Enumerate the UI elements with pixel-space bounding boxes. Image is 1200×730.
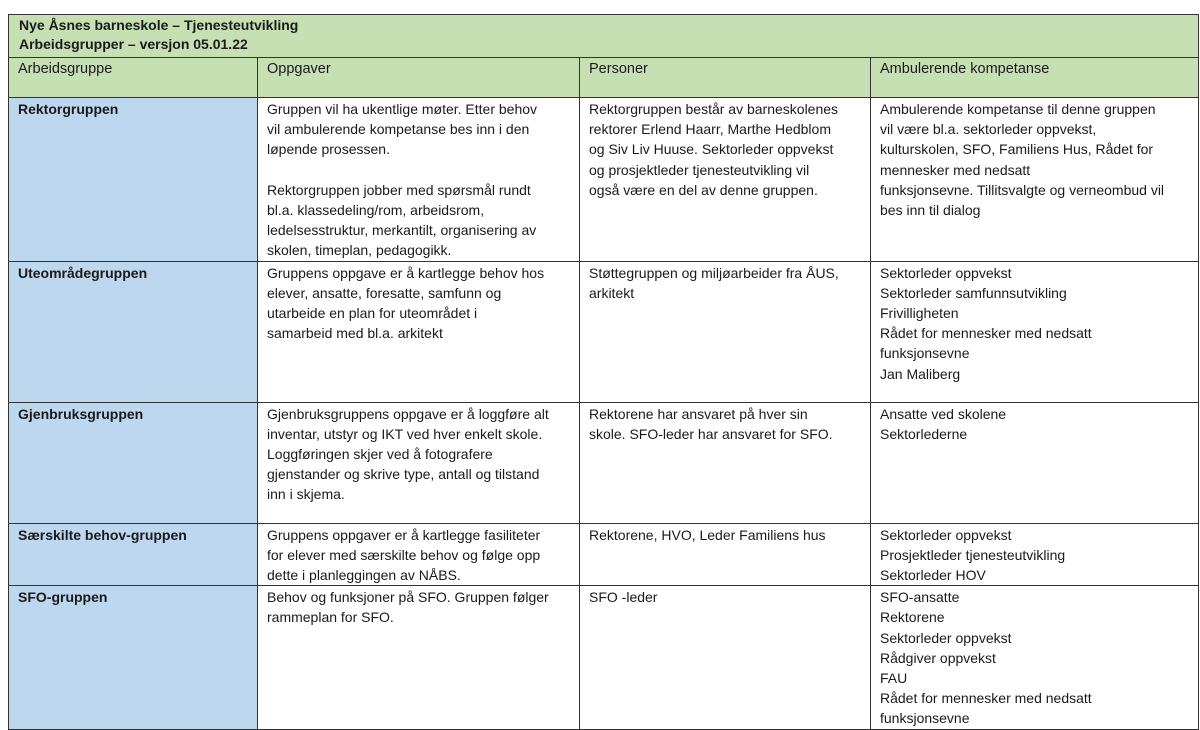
group-name-cell: Gjenbruksgruppen: [9, 402, 258, 523]
cell-text-line: funksjonsevne: [880, 710, 970, 727]
group-name-cell: Uteområdegruppen: [9, 261, 258, 402]
cell-text-line: Gjenbruksgruppens oppgave er å loggføre alt: [267, 405, 549, 422]
cell-text-line: Ambulerende kompetanse til denne gruppen: [880, 101, 1156, 117]
cell-text-line: kulturskolen, SFO, Familiens Hus, Rådet for: [880, 141, 1154, 158]
cell-text-line: Rektorene har ansvaret på hver sin: [589, 405, 808, 422]
cell-text-line: bes inn til dialog: [880, 202, 981, 219]
cell-text-line: Rektorene: [880, 609, 945, 626]
cell-text-line: Sektorleder samfunnsutvikling: [880, 284, 1067, 301]
competence-cell: [871, 523, 1199, 586]
cell-text-line: for elever med særskilte behov og følge opp: [267, 546, 541, 563]
cell-text-line: ledelsesstruktur, merkantilt, organisering av: [267, 222, 537, 239]
table-row: [9, 261, 1199, 402]
cell-text-line: vil være bl.a. sektorleder oppvekst,: [880, 121, 1097, 138]
cell-text-line: Gruppens oppgave er å kartlegge behov hos: [267, 264, 545, 281]
competence-cell: [871, 586, 1199, 729]
cell-text-line: rammeplan for SFO.: [267, 609, 394, 626]
cell-text-line: også være en del av denne gruppen.: [589, 181, 818, 198]
cell-text-line: dette i planleggingen av NÅBS.: [267, 567, 461, 584]
tasks-cell: [258, 98, 580, 262]
tasks-cell: [258, 586, 580, 729]
cell-text-line: SFO -leder: [589, 589, 658, 606]
cell-text-line: Loggføringen skjer ved å fotografere: [267, 446, 493, 463]
persons-cell: [580, 261, 871, 402]
cell-text-line: Rådet for mennesker med nedsatt: [880, 690, 1092, 707]
cell-text-line: Gruppens oppgaver er å kartlegge fasiliteter: [267, 526, 541, 543]
cell-text-line: Jan Maliberg: [880, 365, 961, 382]
cell-text-line: Sektorleder HOV: [880, 567, 986, 584]
header-arbeidsgruppe: Arbeidsgruppe: [9, 58, 258, 98]
cell-text-line: funksjonsevne: [880, 345, 970, 362]
cell-text-line: arkitekt: [589, 284, 635, 301]
cell-text-line: vil ambulerende kompetanse bes inn i den: [267, 121, 530, 138]
cell-text-line: Støttegruppen og miljøarbeider fra ÅUS,: [589, 264, 839, 281]
cell-text-line: SFO-ansatte: [880, 589, 960, 606]
cell-text-line: [267, 160, 570, 180]
cell-text-line: Sektorlederne: [880, 425, 968, 442]
header-oppgaver: Oppgaver: [258, 58, 580, 98]
cell-text-line: skolen, timeplan, pedagogikk.: [267, 242, 452, 259]
competence-cell: [871, 98, 1199, 262]
cell-text-line: løpende prosessen.: [267, 141, 390, 158]
tasks-cell: [258, 261, 580, 402]
cell-text-line: Rektorgruppen består av barneskolenes: [589, 101, 839, 117]
persons-cell: [580, 98, 871, 262]
cell-text-line: Sektorleder oppvekst: [880, 264, 1012, 281]
cell-text-line: Gruppen vil ha ukentlige møter. Etter behov: [267, 101, 538, 117]
cell-text-line: rektorer Erlend Haarr, Marthe Hedblom: [589, 121, 831, 138]
cell-text-line: Rådet for mennesker med nedsatt: [880, 325, 1092, 342]
cell-text-line: gjenstander og skrive type, antall og tilstand: [267, 466, 540, 483]
competence-cell: [871, 402, 1199, 523]
cell-text-line: inn i skjema.: [267, 486, 345, 503]
header-row: [9, 58, 1199, 98]
title-line-1: Nye Åsnes barneskole – Tjenesteutvikling: [19, 17, 299, 33]
cell-text-line: Prosjektleder tjenesteutvikling: [880, 546, 1066, 563]
group-name-cell: Rektorgruppen: [9, 98, 258, 262]
cell-text-line: utarbeide en plan for uteområdet i: [267, 305, 478, 322]
cell-text-line: Sektorleder oppvekst: [880, 629, 1012, 646]
cell-text-line: elever, ansatte, foresatte, samfunn og: [267, 284, 502, 301]
cell-text-line: Rektorgruppen jobber med spørsmål rundt: [267, 181, 531, 198]
workgroups-table: [8, 14, 1199, 730]
table-row: [9, 586, 1199, 729]
table-row: [9, 523, 1199, 586]
group-name-cell: Særskilte behov-gruppen: [9, 523, 258, 586]
document-title: [9, 15, 1199, 58]
persons-cell: [580, 586, 871, 729]
title-line-2: Arbeidsgrupper – versjon 05.01.22: [19, 36, 248, 52]
cell-text-line: Behov og funksjoner på SFO. Gruppen følger: [267, 589, 549, 606]
cell-text-line: Sektorleder oppvekst: [880, 526, 1012, 543]
cell-text-line: mennesker med nedsatt: [880, 161, 1031, 178]
cell-text-line: FAU: [880, 670, 908, 687]
header-ambulerende-kompetanse: Ambulerende kompetanse: [871, 58, 1199, 98]
cell-text-line: og Siv Liv Huuse. Sektorleder oppvekst: [589, 141, 834, 158]
title-row: [9, 15, 1199, 58]
competence-cell: [871, 261, 1199, 402]
cell-text-line: Frivilligheten: [880, 305, 959, 322]
cell-text-line: funksjonsevne. Tillitsvalgte og verneombud vil: [880, 181, 1165, 198]
tasks-cell: [258, 523, 580, 586]
cell-text-line: Ansatte ved skolene: [880, 405, 1007, 422]
table-row: [9, 98, 1199, 262]
cell-text-line: samarbeid med bl.a. arkitekt: [267, 325, 443, 342]
header-personer: Personer: [580, 58, 871, 98]
persons-cell: [580, 523, 871, 586]
cell-text-line: skole. SFO-leder har ansvaret for SFO.: [589, 425, 833, 442]
cell-text-line: og prosjektleder tjenesteutvikling vil: [589, 161, 810, 178]
cell-text-line: bl.a. klassedeling/rom, arbeidsrom,: [267, 202, 485, 218]
table-row: [9, 402, 1199, 523]
tasks-cell: [258, 402, 580, 523]
cell-text-line: Rådgiver oppvekst: [880, 649, 996, 666]
cell-text-line: Rektorene, HVO, Leder Familiens hus: [589, 526, 826, 543]
cell-text-line: inventar, utstyr og IKT ved hver enkelt skole.: [267, 425, 543, 442]
group-name-cell: SFO-gruppen: [9, 586, 258, 729]
persons-cell: [580, 402, 871, 523]
